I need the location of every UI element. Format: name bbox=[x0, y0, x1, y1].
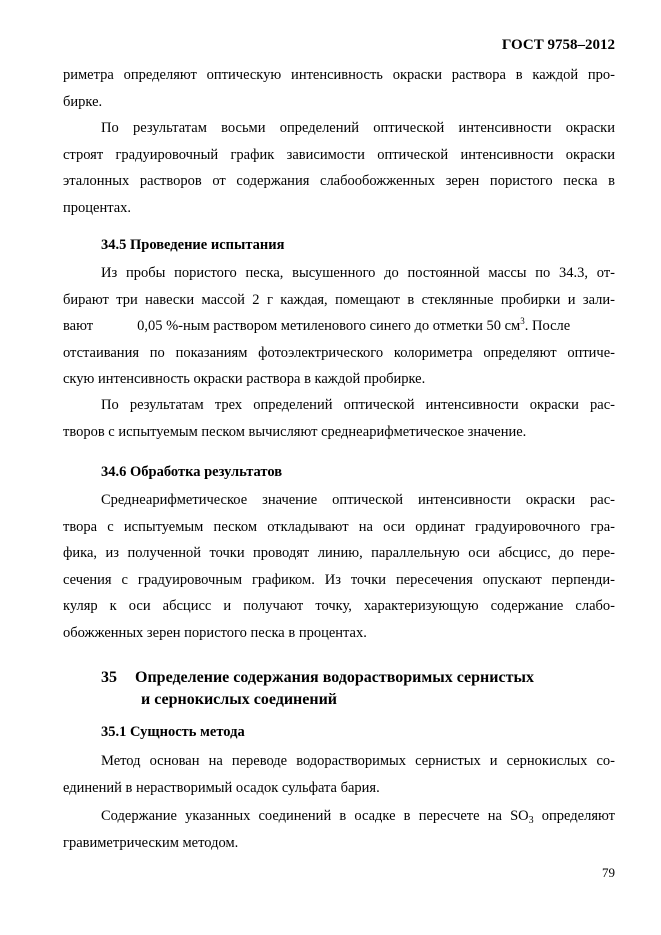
section-heading-35 bbox=[101, 667, 534, 711]
text-line: куляр к оси абсцисс и получают точку, характеризующую содержание слабо- bbox=[63, 598, 615, 614]
paragraph-3 bbox=[63, 260, 615, 393]
section-title-line: Определение содержания водорастворимых сернистых bbox=[135, 669, 534, 686]
superscript: 3 bbox=[520, 316, 525, 326]
document-header: ГОСТ 9758–2012 bbox=[501, 37, 615, 53]
text-fragment: Содержание указанных соединений в осадке в пересчете на SO bbox=[101, 808, 529, 824]
paragraph-6 bbox=[63, 748, 615, 801]
text-fragment: 0,05 %-ным раствором метиленового синего до отметки 50 см bbox=[137, 318, 521, 334]
text-fragment: вают bbox=[63, 318, 94, 334]
section-heading-34-6: 34.6 Обработка результатов bbox=[101, 464, 283, 480]
text-line: Среднеарифметическое значение оптической интенсивности окраски рас- bbox=[101, 492, 615, 508]
paragraph-7 bbox=[63, 803, 615, 856]
paragraph-5 bbox=[63, 487, 615, 646]
paragraph-4 bbox=[63, 392, 615, 445]
paragraph-2 bbox=[63, 115, 615, 221]
text-line bbox=[63, 313, 615, 340]
text-line: строят градуировочный график зависимости оптической интенсивности окраски bbox=[63, 146, 615, 163]
text-line: скую интенсивность окраски раствора в каждой пробирке. bbox=[63, 371, 426, 387]
subscript: 3 bbox=[528, 815, 534, 826]
section-heading-35-1: 35.1 Сущность метода bbox=[101, 724, 245, 740]
text-line: По результатам трех определений оптической интенсивности окраски рас- bbox=[101, 397, 615, 413]
text-line bbox=[63, 803, 615, 830]
text-line: обожженных зерен пористого песка в процентах. bbox=[63, 624, 367, 641]
text-line: По результатам восьми определений оптической интенсивности окраски bbox=[101, 120, 615, 136]
section-number: 35 bbox=[101, 669, 117, 686]
text-fragment: . После bbox=[524, 318, 571, 334]
text-line: сечения с градуировочным графиком. Из точки пересечения опускают перпенди- bbox=[63, 571, 615, 588]
text-line: отстаивания по показаниям фотоэлектрического колориметра определяют оптиче- bbox=[63, 344, 615, 361]
text-line: бирают три навески массой 2 г каждая, помещают в стеклянные пробирки и зали- bbox=[63, 291, 615, 308]
page-number: 79 bbox=[602, 865, 615, 880]
text-line: творов с испытуемым песком вычисляют среднеарифметическое значение. bbox=[63, 423, 527, 440]
text-line: гравиметрическим методом. bbox=[63, 834, 239, 851]
text-line: эталонных растворов от содержания слабообожженных зерен пористого песка в bbox=[63, 173, 615, 189]
text-line: единений в нерастворимый осадок сульфата бария. bbox=[63, 779, 380, 796]
text-line: фика, из полученной точки проводят линию, параллельную оси абсцисс, до пере- bbox=[63, 545, 615, 561]
text-line: Метод основан на переводе водорастворимых сернистых и сернокислых со- bbox=[101, 753, 615, 769]
text-line: процентах. bbox=[63, 199, 132, 216]
text-line: риметра определяют оптическую интенсивность окраски раствора в каждой про- bbox=[63, 67, 615, 83]
paragraph-1 bbox=[63, 62, 615, 115]
text-line: Из пробы пористого песка, высушенного до постоянной массы по 34.3, от- bbox=[101, 265, 615, 281]
text-line: твора с испытуемым песком откладывают на оси ординат градуировочного гра- bbox=[63, 518, 615, 535]
section-title-line: и сернокислых соединений bbox=[141, 691, 338, 708]
section-heading-34-5: 34.5 Проведение испытания bbox=[101, 237, 285, 253]
text-line: бирке. bbox=[63, 93, 103, 110]
text-fragment: определяют bbox=[533, 808, 616, 824]
